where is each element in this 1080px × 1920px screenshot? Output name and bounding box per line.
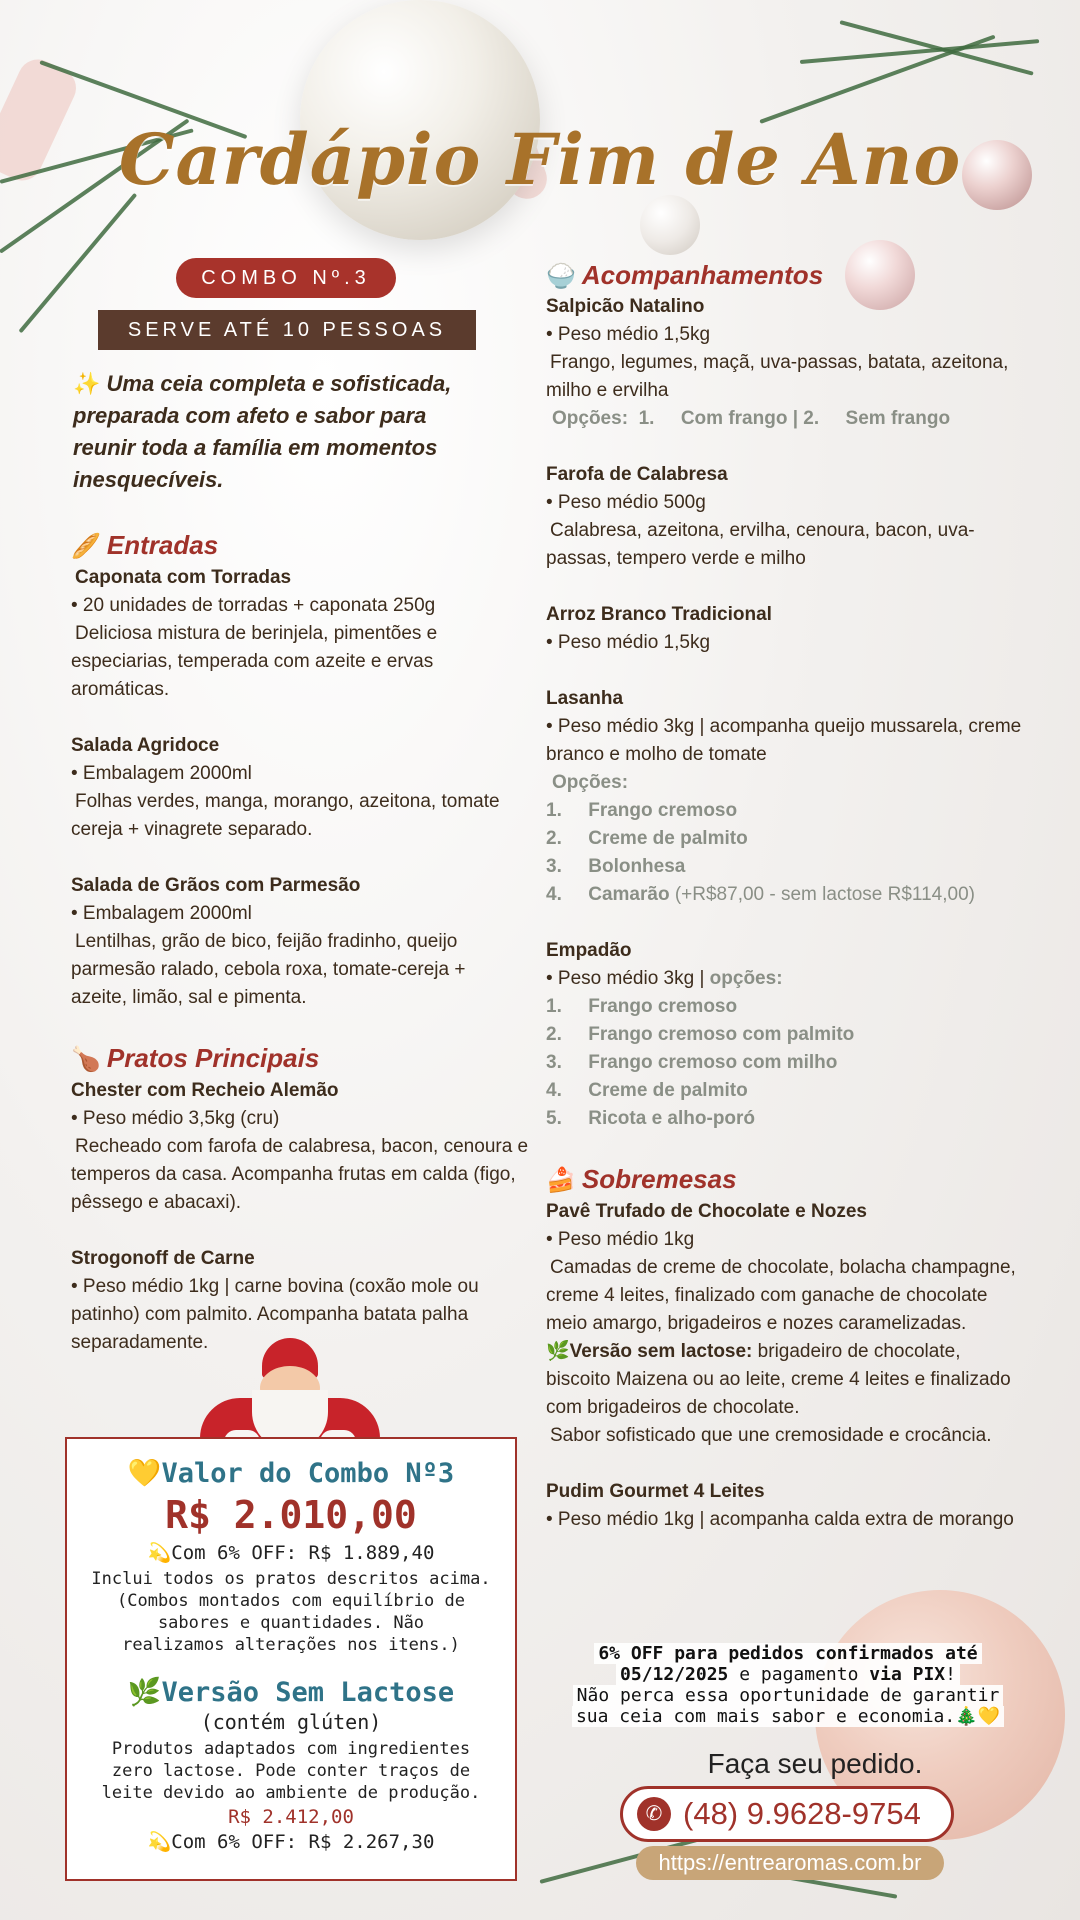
- section-title-sobremesas: 🍰 Sobremesas: [546, 1164, 737, 1194]
- order-cta: Faça seu pedido.: [707, 1748, 923, 1779]
- menu-item: Lasanha • Peso médio 3kg | acompanha queijo mussarela, creme branco e molho de tomate Opções: 1. Frango cremoso 2. Creme de palmito 3. Bolonhesa 4. Camarão (+R$87,00 - sem lactose R$114,00): [546, 688, 1022, 905]
- phone-icon: ✆: [637, 1797, 671, 1831]
- serve-badge: SERVE ATÉ 10 PESSOAS: [98, 310, 476, 350]
- promo-text: 6% OFF para pedidos confirmados até 05/12/2025 e pagamento via PIX! Não perca essa oportunidade de garantir sua ceia com mais sabor e economia.🎄💛: [548, 1643, 1028, 1727]
- phone-button[interactable]: [620, 1786, 954, 1842]
- lactose-free-price: R$ 2.412,00: [228, 1806, 354, 1828]
- lactose-free-discount: 💫Com 6% OFF: R$ 2.267,30: [147, 1831, 435, 1853]
- acompanhamentos-list: [546, 293, 1026, 1161]
- rice-bowl-icon: 🍚: [546, 263, 576, 290]
- gluten-note: (contém glúten): [200, 1710, 382, 1734]
- combo-price: R$ 2.010,00: [165, 1493, 417, 1537]
- menu-item: Empadão • Peso médio 3kg | opções: 1. Frango cremoso 2. Frango cremoso com palmito 3. Frango cremoso com milho 4. Creme de palmito 5. Ricota e alho-poró: [546, 940, 855, 1129]
- website-link[interactable]: https://entrearomas.com.br: [636, 1846, 944, 1880]
- menu-item: Pudim Gourmet 4 Leites • Peso médio 1kg | acompanha calda extra de morango: [546, 1481, 1014, 1530]
- menu-item: Arroz Branco Tradicional • Peso médio 1,5kg: [546, 604, 772, 653]
- section-title-entradas: 🥖 Entradas: [71, 530, 219, 560]
- menu-item: Chester com Recheio Alemão • Peso médio 3,5kg (cru) Recheado com farofa de calabresa, bacon, cenoura e temperos da casa. Acompanha frutas em calda (figo, pêssego e abacaxi).: [71, 1080, 529, 1213]
- sparkles-icon: ✨: [73, 371, 101, 396]
- price-card: [65, 1437, 517, 1881]
- menu-item: Farofa de Calabresa • Peso médio 500g Calabresa, azeitona, ervilha, cenoura, bacon, uva-passas, tempero verde e milho: [546, 464, 975, 569]
- combo-badge: COMBO Nº.3: [176, 258, 396, 298]
- menu-item: Salada Agridoce • Embalagem 2000ml Folhas verdes, manga, morango, azeitona, tomate cereja + vinagrete separado.: [71, 735, 500, 840]
- dizzy-star-icon: 💫: [147, 1542, 172, 1564]
- menu-item: Salada de Grãos com Parmesão • Embalagem 2000ml Lentilhas, grão de bico, feijão fradinho, queijo parmesão ralado, cebola roxa, tomate-cereja + azeite, limão, sal e pimenta.: [71, 875, 466, 1008]
- phone-number: (48) 9.9628-9754: [683, 1796, 921, 1831]
- menu-item: Strogonoff de Carne • Peso médio 1kg | carne bovina (coxão mole ou patinho) com palmito. Acompanha batata palha separadamente.: [71, 1248, 479, 1353]
- price-card-title: 💛Valor do Combo Nº3: [127, 1458, 455, 1489]
- menu-item: Salpicão Natalino • Peso médio 1,5kg Frango, legumes, maçã, uva-passas, batata, azeitona, milho e ervilha Opções: 1. Com frango | 2. Sem frango: [546, 296, 1009, 429]
- lactose-free-desc: Produtos adaptados com ingredientes zero lactose. Pode conter traços de leite devido ao ambiente de produção.: [101, 1739, 481, 1803]
- drumstick-icon: 🍗: [71, 1046, 101, 1073]
- entradas-list: [71, 564, 511, 1040]
- intro-text: ✨ Uma ceia completa e sofisticada, preparada com afeto e sabor para reunir toda a família em momentos inesquecíveis.: [73, 371, 452, 492]
- yellow-heart-icon: 💛: [127, 1458, 162, 1489]
- combo-discount: 💫Com 6% OFF: R$ 1.889,40: [147, 1542, 435, 1564]
- section-title-acompanhamentos: 🍚 Acompanhamentos: [546, 260, 824, 290]
- bread-icon: 🥖: [71, 533, 101, 560]
- combo-note: (Combos montados com equilíbrio de sabores e quantidades. Não realizamos alterações nos itens.): [117, 1591, 465, 1655]
- herb-icon: 🌿: [546, 1341, 570, 1362]
- herb-icon: 🌿: [127, 1677, 162, 1708]
- menu-item: Pavê Trufado de Chocolate e Nozes • Peso médio 1kg Camadas de creme de chocolate, bolacha champagne, creme 4 leites, finalizado com ganache de chocolate meio amargo, brigadeiros e nozes caramelizadas. 🌿Versão sem lactose: brigadeiro de chocolate, biscoito Maizena ou ao leite, creme 4 leites e finalizado com brigadeiros de chocolate. Sabor sofisticado que une cremosidade e crocância.: [546, 1201, 1016, 1446]
- dizzy-star-icon: 💫: [147, 1831, 172, 1853]
- ornament-ball-icon: [640, 195, 700, 255]
- lactose-free-title: 🌿Versão Sem Lactose: [127, 1677, 455, 1708]
- combo-includes: Inclui todos os pratos descritos acima.: [91, 1569, 491, 1589]
- page-title: Cardápio Fim de Ano: [118, 118, 962, 201]
- menu-item: Caponata com Torradas • 20 unidades de torradas + caponata 250g Deliciosa mistura de berinjela, pimentões e especiarias, temperada com azeite e ervas aromáticas.: [71, 567, 438, 700]
- cake-icon: 🍰: [546, 1167, 576, 1194]
- section-title-pratos: 🍗 Pratos Principais: [71, 1043, 320, 1073]
- sobremesas-list: [546, 1198, 1026, 1562]
